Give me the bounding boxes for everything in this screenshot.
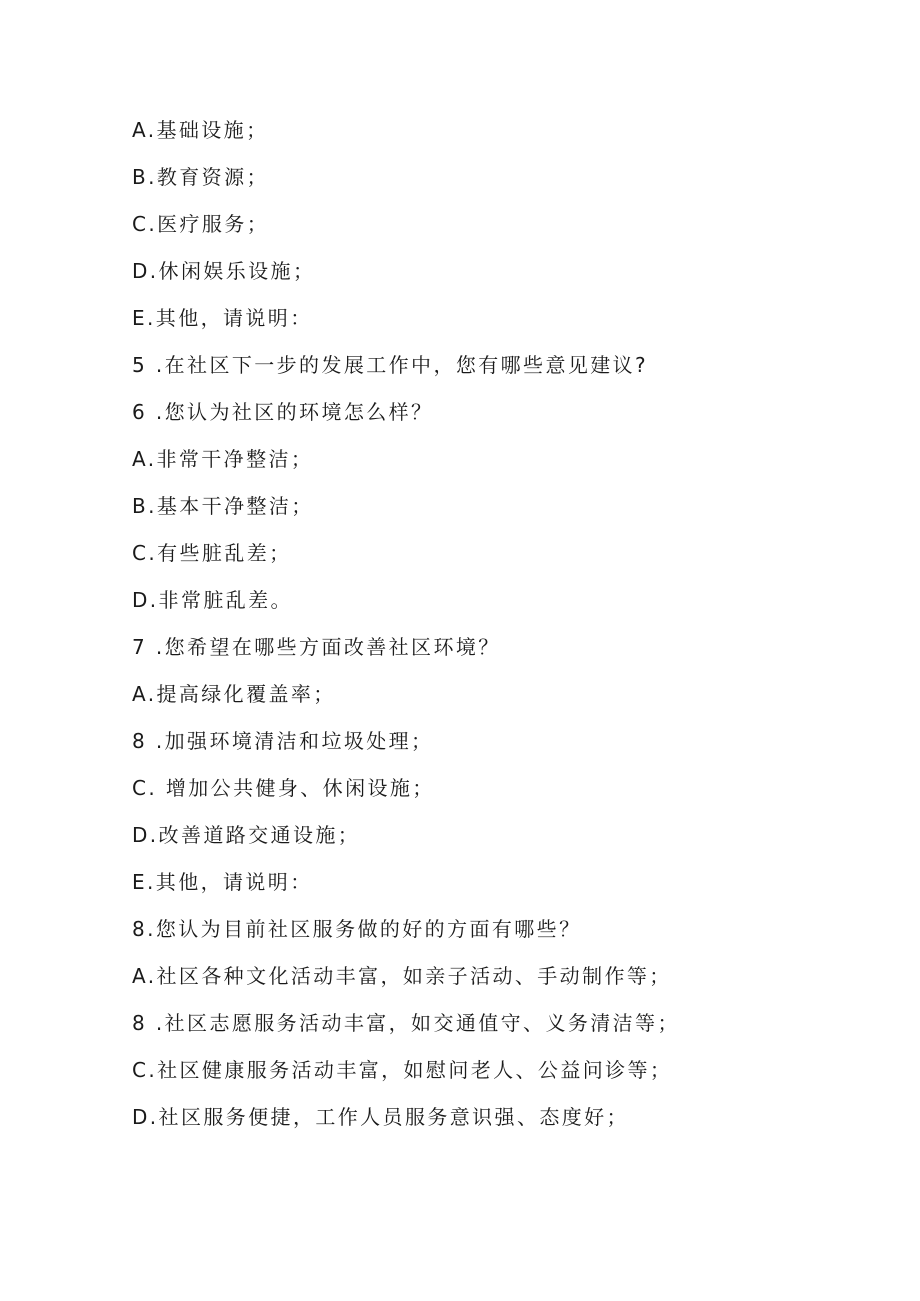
questionnaire-text: [132, 110, 832, 1144]
q8-option-d: D.社区服务便捷，工作人员服务意识强、态度好；: [132, 1105, 629, 1129]
question-6: 6 .您认为社区的环境怎么样？: [132, 400, 434, 424]
q7-option-b: 8 .加强环境清洁和垃圾处理；: [132, 729, 434, 753]
q7-option-e: E.其他，请说明：: [132, 870, 313, 894]
q6-option-a: A.非常干净整洁；: [132, 447, 314, 471]
option-d-leisure: D.休闲娱乐设施；: [132, 259, 316, 283]
question-7: 7 .您希望在哪些方面改善社区环境？: [132, 635, 501, 659]
q6-option-d: D.非常脏乱差。: [132, 588, 293, 612]
q6-option-c: C.有些脏乱差；: [132, 541, 292, 565]
option-b-education: B.教育资源；: [132, 165, 269, 189]
q8-option-a: A.社区各种文化活动丰富，如亲子活动、手动制作等；: [132, 964, 672, 988]
option-c-medical: C.医疗服务；: [132, 212, 270, 236]
question-8: 8.您认为目前社区服务做的好的方面有哪些？: [132, 917, 582, 941]
q7-option-d: D.改善道路交通设施；: [132, 823, 361, 847]
q7-option-c: C. 增加公共健身、休闲设施；: [132, 776, 435, 800]
q7-option-a: A.提高绿化覆盖率；: [132, 682, 336, 706]
question-5: 5 .在社区下一步的发展工作中，您有哪些意见建议?: [132, 353, 649, 377]
option-e-other: E.其他，请说明：: [132, 306, 313, 330]
q8-option-c: C.社区健康服务活动丰富，如慰问老人、公益问诊等；: [132, 1058, 673, 1082]
q8-option-b: 8 .社区志愿服务活动丰富，如交通值守、义务清洁等；: [132, 1011, 680, 1035]
option-a-infrastructure: A.基础设施；: [132, 118, 269, 142]
q6-option-b: B.基本干净整洁；: [132, 494, 314, 518]
